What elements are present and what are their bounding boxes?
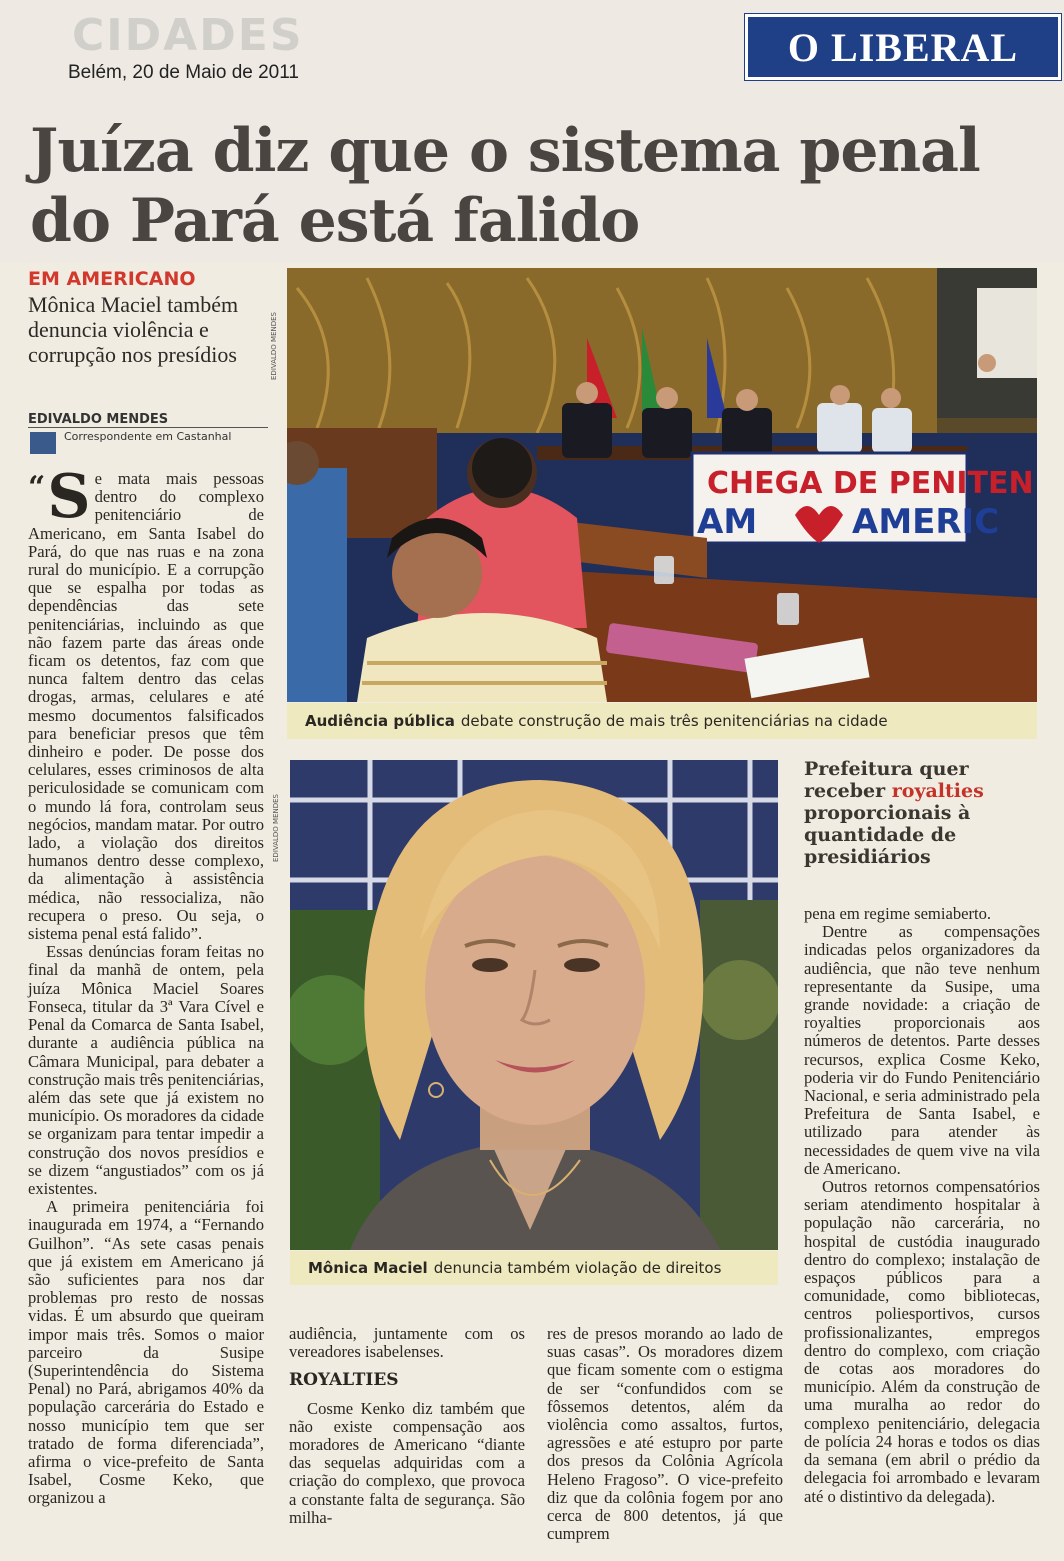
sidebar-head-line: proporcionais à [804,802,971,824]
deck: Mônica Maciel também denuncia violência e corrupção nos presídios [28,292,239,367]
sidebar-head-line: presidiários [804,846,931,868]
sidebar-headline [804,758,1044,868]
byline-name: EDIVALDO MENDES [28,412,169,427]
section-name: CIDADES [72,10,304,61]
body-column-1 [28,462,264,1508]
body-text: e mata mais pessoas dentro do complexo penitenciário de Americano, em Santa Isabel do Pará, do que nas ruas e na zona rural do município. E a corrupção que se espalha por todas as dependências das sete penitenciárias, incluindo as que não fazem parte das áreas onde ficam os detentos, faz com que nunca faltem dentro das celas drogas, armas, celulares e até mesmo documentos falsificados para beneficiar presos que têm dinheiro e poder. De posse dos celulares, esses criminosos de alta periculosidade se comunicam com o mundo lá fora, controlam seus negócios, mandam matar. Por outro lado, a violação dos direitos humanos dentro desse complexo, da alimentação à assistência médica, não ressocializa, não recupera o preso. Ou seja, o sistema penal está falido”. [28,469,264,944]
byline-rule [28,427,268,428]
body-paragraph [28,462,264,944]
headline: Juíza diz que o sistema penal do Pará está falido [30,116,980,256]
body-paragraph: Outros retornos compensatórios seriam atendimento hospitalar à população não carcerária, no hospital de custódia inaugurado dentro do complexo; instalação de espaços públicos para a comunidade, como bibliotecas, centros poliesportivos, cursos profissionalizantes, empregos dentro do complexo, com criação de cotas aos moradores do município. Além da construção de uma muralha ao redor do complexo penitenciário, delegacia de polícia 24 horas e todos os dias da semana (em abril o prédio da delegacia foi arrombado e levaram até o distintivo da delegada). [804,1177,1040,1506]
photo-credit: EDIVALDO MENDES [270,312,278,380]
body-paragraph: audiência, juntamente com os vereadores isabelenses. [289,1324,525,1362]
dateline: Belém, 20 de Maio de 2011 [68,62,299,83]
portrait-photo [290,760,778,1250]
body-column-4 [804,905,1040,1506]
portrait-caption-bold: Mônica Maciel [308,1259,428,1277]
banner-line2: AM [697,502,758,542]
body-column-2 [289,1325,525,1527]
sidebar-head-line: quantidade de [804,824,957,846]
sidebar-head-line [804,780,1044,802]
body-paragraph: A primeira penitenciária foi inaugurada em 1974, a “Fernando Guilhon”. “As sete casas penais que já existem em Americano já são suficientes para nos dar problemas pro resto de nossas vidas. É um absurdo que queiram impor mais três. Somos o maior parceiro da Susipe (Superintendência do Sistema Penal) no Pará, abrigamos 40% da população carcerária do Estado e nosso município tem que ser tratado de forma diferenciada”, afirma o vice-prefeito de Santa Isabel, Cosme Keko, que organizou a [28,1197,264,1508]
portrait-caption [290,1251,778,1285]
sidebar-head-word: receber [804,780,886,802]
sidebar-head-highlight: royalties [891,780,984,802]
open-quote-icon: “ [28,470,46,505]
body-paragraph: Essas denúncias foram feitas no final da manhã de ontem, pela juíza Mônica Maciel Soares Fonseca, titular da 3ª Vara Cível e Penal da Comarca de Santa Isabel, durante a audiência pública na Câmara Municipal, para debater a construção mais três penitenciárias, além das sete que já existem no município. Os moradores da cidade se organizam para tentar impedir a construção dos novos presídios e se dizem “angustiados” com os já existentes. [28,942,264,1198]
portrait-photo-image [290,760,778,1250]
newspaper-logo: O LIBERAL [745,14,1061,80]
banner-line3: AMERIC [852,502,1000,542]
hearing-caption [287,703,1037,739]
kicker: EM AMERICANO [28,268,196,290]
hearing-photo [287,268,1037,702]
hearing-caption-bold: Audiência pública [305,712,455,730]
portrait-caption-text: denuncia também violação de direitos [433,1259,722,1277]
body-paragraph: Cosme Kenko diz também que não existe compensação aos moradores de Americano “diante das sequelas adquiridas com a criação do complexo, que provoca a constante falta de segurança. São milha- [289,1398,525,1527]
subhead-royalties: ROYALTIES [289,1370,399,1391]
body-paragraph: pena em regime semiaberto. [804,904,992,923]
photo-credit: EDIVALDO MENDES [272,794,280,862]
byline-role: Correspondente em Castanhal [64,430,232,443]
banner-line1: CHEGA DE PENITEN [707,466,1034,501]
hearing-photo-image [287,268,1037,702]
body-paragraph: res de presos morando ao lado de suas casas”. Os moradores dizem que ficam somente com o estigma de ser “confundidos com se fôssemos detentos, além da violência como assaltos, furtos, agressões e até estupro por parte dos presos da Colônia Agrícola Heleno Fragoso”. O vice-prefeito diz que da colônia fogem por ano cerca de 800 detentos, já que cumprem [547,1324,783,1544]
byline-square [30,432,56,454]
body-paragraph: Dentre as compensações indicadas pelos organizadores da audiência, que não teve nenhum representante da Susipe, uma grande novidade: a criação de royalties proporcionais aos números de detentos. Parte desses recursos, explica Cosme Keko, poderia vir do Fundo Penitenciário Nacional, e seria administrado pela Prefeitura de Santa Isabel, e utilizado para atender às necessidades de quem vive na vila de Americano. [804,922,1040,1178]
body-column-3 [547,1325,783,1543]
sidebar-head-line: Prefeitura quer [804,758,969,780]
hearing-caption-text: debate construção de mais três penitenciárias na cidade [460,712,888,730]
drop-cap: S [47,462,91,532]
